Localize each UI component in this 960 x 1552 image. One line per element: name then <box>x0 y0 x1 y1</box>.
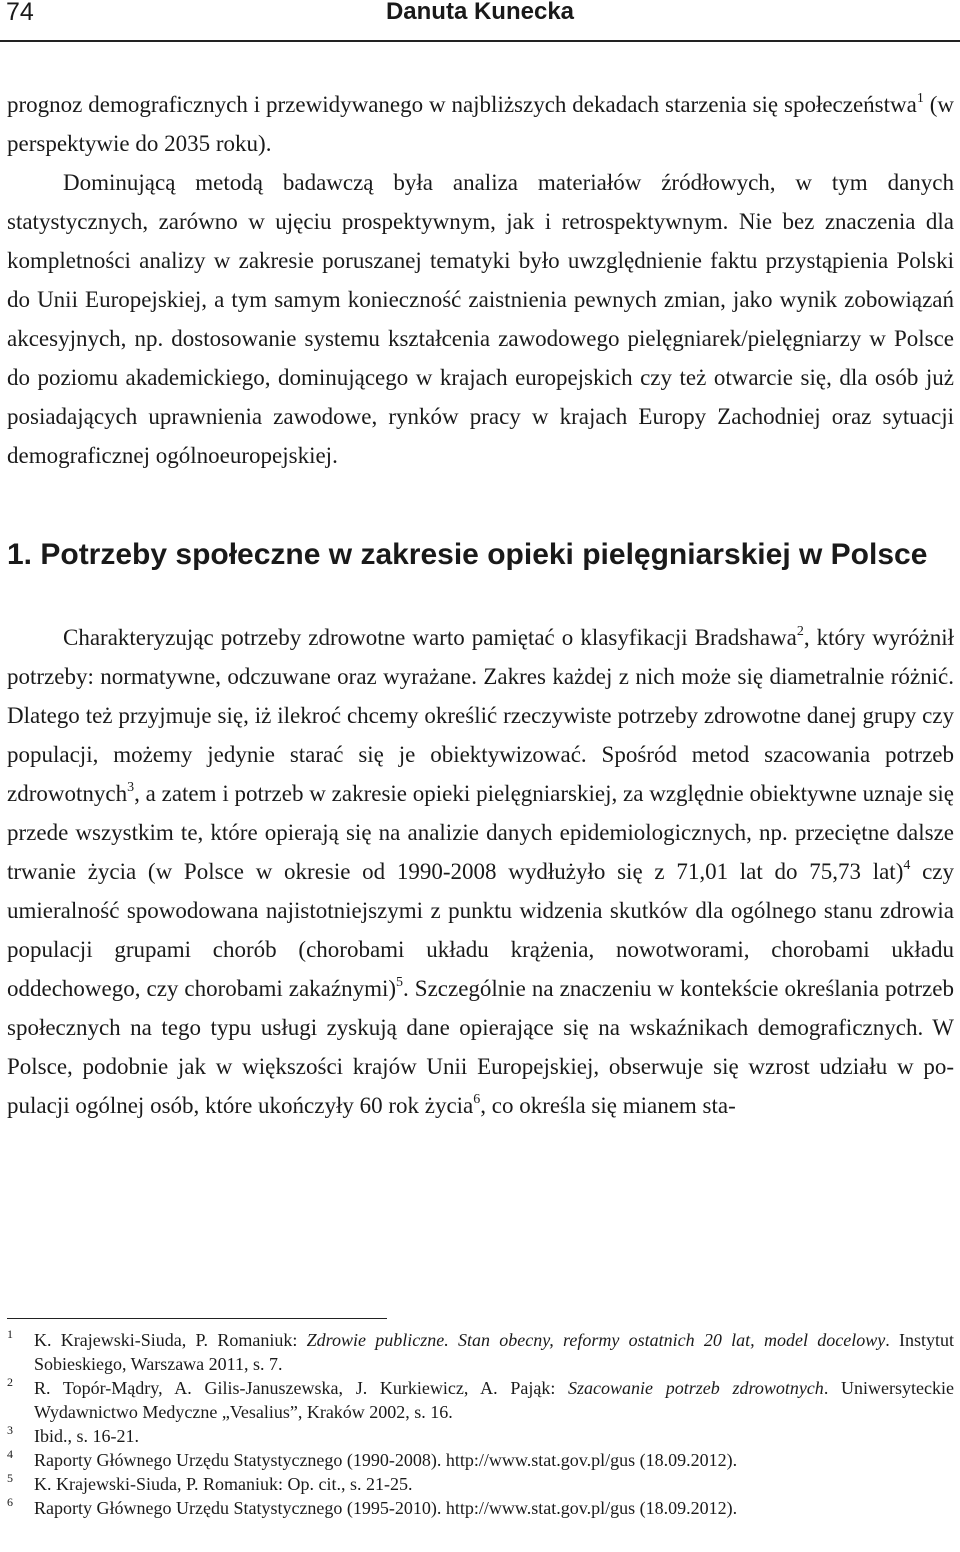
footnote <box>0 1496 954 1520</box>
paragraph-text: prognoz demograficznych i przewidywanego w najbliższych dekadach starzenia się społeczeństwa <box>7 92 917 117</box>
paragraph-text: Charakteryzując potrzeby zdrowotne warto pamiętać o klasyfikacji Bradshawa <box>63 625 797 650</box>
footnote-number: 3 <box>7 1423 13 1437</box>
paragraph-continuation <box>7 85 954 163</box>
paragraph-text: , który wyróżnił potrzeby: normatywne, odczuwane oraz wyrażane. Zakres każdej z nich może się diametralnie różnić. Dlatego też przyjmuje się, iż ilekroć chcemy określić rzeczywiste potrzeby zdrowotne danej grupy czy populacji, możemy jedynie starać się je obiektywizować. Spośród metod szacowania potrzeb zdrowotnych <box>7 625 954 806</box>
footnote-title: Zdrowie publiczne. Stan obecny, reformy ostatnich 20 lat, model docelowy <box>306 1330 886 1350</box>
paragraph-text: , a zatem i potrzeb w zakresie opieki pielęgniarskiej, za względnie obiektywne uznaje się przede wszystkim te, które opierają się na analizie danych epidemiologicznych, np. przeciętne dalsze trwanie życia (w Polsce w okresie od 1990-2008 wydłużyło się z 71,01 lat do 75,73 lat) <box>7 781 954 884</box>
footnote-number: 1 <box>7 1327 13 1341</box>
body-text-top <box>7 85 954 475</box>
body-text-section <box>7 618 954 1125</box>
footnote-text: Raporty Głównego Urzędu Statystycznego (1995-2010). http://www.stat.gov.pl/gus (18.09.2012). <box>34 1498 738 1518</box>
footnote-text <box>34 1376 954 1424</box>
running-head: Danuta Kunecka <box>385 0 575 25</box>
footnote-text: Raporty Głównego Urzędu Statystycznego (1990-2008). http://www.stat.gov.pl/gus (18.09.2012). <box>34 1450 738 1470</box>
footnote-author: R. Topór-Mądry, A. Gilis-Januszewska, J. Kurkiewicz, A. Pająk: <box>34 1378 569 1398</box>
footnote-author: K. Krajewski-Siuda, P. Romaniuk: <box>34 1330 307 1350</box>
paragraph-text: (w perspektywie do 2035 roku). <box>7 92 954 156</box>
footnote-text: Ibid., s. 16-21. <box>34 1426 139 1446</box>
footnote-ref-4: 4 <box>903 858 911 873</box>
footnote <box>0 1424 954 1448</box>
footnote <box>0 1328 954 1376</box>
page-header <box>0 0 960 44</box>
paragraph-text: . Szczególnie na znaczeniu w kontekście określania potrzeb społecznych na tego typu usługi zyskują dane opierające się na wskaźnikach demograficznych. W Polsce, podobnie jak w większości krajów Unii Europejskiej, obserwuje się wzrost udziału w populacji ogólnej osób, które ukończyły 60 rok życia <box>7 976 954 1118</box>
footnote-publisher: . Instytut Sobieskiego, Warszawa 2011, s. 7. <box>34 1330 954 1374</box>
footnote-text <box>34 1328 954 1376</box>
footnote-rule <box>7 1318 387 1319</box>
footnote-text: K. Krajewski-Siuda, P. Romaniuk: Op. cit., s. 21-25. <box>34 1474 413 1494</box>
footnote <box>0 1376 954 1424</box>
footnote <box>0 1448 954 1472</box>
footnote-number: 5 <box>7 1471 13 1485</box>
header-rule <box>0 40 960 42</box>
footnote-publisher: . Uniwersyteckie Wydawnictwo Medyczne „Vesalius”, Kraków 2002, s. 16. <box>34 1378 954 1422</box>
footnote-title: Szacowanie potrzeb zdrowotnych <box>568 1378 824 1398</box>
footnote-number: 6 <box>7 1495 13 1509</box>
section-heading: 1. Potrzeby społeczne w zakresie opieki pielęgniarskiej w Polsce <box>7 538 928 571</box>
footnote-ref-6: 6 <box>473 1092 481 1107</box>
page-number: 74 <box>6 0 34 26</box>
paragraph <box>7 618 954 1125</box>
footnote-ref-1: 1 <box>916 91 924 106</box>
paragraph: Dominującą metodą badawczą była analiza materiałów źródłowych, w tym danych statystycznych, zarówno w ujęciu prospektywnym, jak i retrospektywnym. Nie bez znaczenia dla kompletności analizy w zakresie poruszanej tematyki było uwzględnienie faktu przystąpienia Polski do Unii Europejskiej, a tym samym konieczność zaistnienia pewnych zmian, jako wynik zobowiązań akcesyjnych, np. dostosowanie systemu kształcenia zawodowego pielęgniarek/pielęgniarzy w Polsce do poziomu akademickiego, dominującego w krajach europejskich czy też otwarcie się, dla osób już posiadających uprawnienia zawodowe, rynków pracy w krajach Europy Zachodniej oraz sytuacji demograficznej ogólnoeuropejskiej. <box>7 170 954 468</box>
footnote-ref-3: 3 <box>127 780 135 795</box>
footnotes <box>0 1328 954 1520</box>
footnote-ref-5: 5 <box>396 975 404 990</box>
footnote-ref-2: 2 <box>796 624 804 639</box>
paragraph-text: , co określa się mianem sta- <box>480 1093 736 1118</box>
footnote-number: 4 <box>7 1447 13 1461</box>
paragraph-text: czy umieralność spowodowana najistotniejszymi z punktu widzenia skutków dla ogólnego stanu zdrowia populacji grupami chorób (chorobami układu krążenia, nowotworami, chorobami układu oddechowego, czy chorobami zakaźnymi) <box>7 859 955 1001</box>
footnote-number: 2 <box>7 1375 13 1389</box>
footnote <box>0 1472 954 1496</box>
